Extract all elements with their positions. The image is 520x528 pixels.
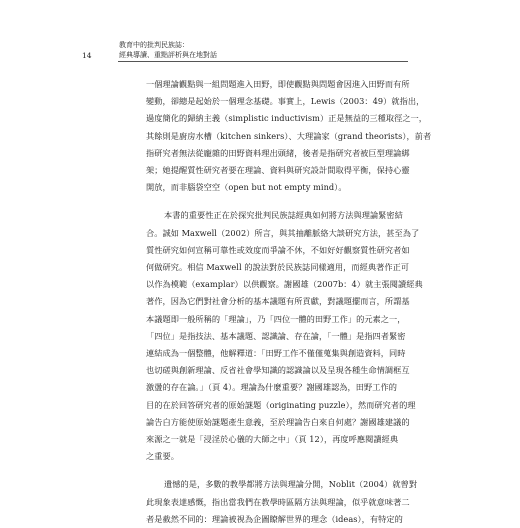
text-line: 開放，而非腦袋空空（open but not empty mind）。 — [146, 182, 347, 193]
text-line: 也切磋與創新理論、反省社會學知識的認識論以及呈現各種生命情調框互 — [146, 365, 410, 376]
text-line: 遺憾的是，多數的教學都將方法與理論分開，Noblit（2004）就曾對 — [164, 479, 418, 490]
text-line: 此現象表達感慨，指出當我們在教學時區隔方法與理論，似乎就意味著二 — [146, 496, 410, 507]
paragraph-1 — [146, 76, 442, 196]
text-line: 指研究者無法從龐雜的田野資料理出頭緒，後者是指研究者被巨型理論綁 — [146, 147, 410, 158]
text-line: 以作為模範（examplar）以供觀察。謝國雄（2007b：4）就主張閱讀經典 — [146, 279, 423, 290]
text-line: 目的在於回答研究者的原始謎題（originating puzzle），然而研究者的理 — [146, 399, 416, 410]
text-line: 論告白方能使原始謎題產生意義，至於理論告白來自何處？謝國雄建議的 — [146, 416, 410, 427]
text-line: 本書的重要性正在於探究批判民族誌經典如何將方法與理論緊密結 — [164, 210, 403, 221]
text-line: 其餘則是廚房水槽（kitchen sinkers）、大理論家（grand theorists），前者 — [146, 130, 432, 141]
text-line: 連結成為一個整體，他解釋道：「田野工作不僅僅蒐集與創造資料，同時 — [146, 348, 406, 359]
header-rule — [118, 61, 408, 62]
text-line: 過度簡化的歸納主義（simplistic inductivism）正是無益的三種取徑之一， — [146, 113, 428, 124]
body-text — [146, 76, 442, 528]
text-line: 本議題即一般所稱的「理論」，乃「四位一體的田野工作」的元素之一， — [146, 313, 406, 324]
text-line: 何做研究。相信 Maxwell 的說法對於民族誌同樣適用，而經典著作正可 — [146, 262, 410, 273]
running-head — [119, 41, 217, 60]
paragraph-3 — [146, 476, 442, 528]
text-line: 一個理論觀點與一組問題進入田野，即使觀點與問題會因進入田野而有所 — [146, 79, 410, 89]
text-line: 質性研究如何宣稱可靠性或效度而爭論不休，不如好好觀察質性研究者如 — [146, 244, 410, 255]
text-line: 之重要。 — [146, 451, 179, 462]
text-line: 來源之一就是「浸淫於心儀的大師之中」（頁 12），再度呼應閱讀經典 — [146, 434, 399, 445]
running-head-book-title: 教育中的批判民族誌： — [119, 41, 189, 49]
text-line: 合。誠如 Maxwell（2002）所言，與其抽離脈絡大談研究方法，甚至為了 — [146, 227, 420, 238]
running-head-subtitle: 經典導讀、重點評析與在地對話 — [119, 50, 217, 59]
page-number: 14 — [82, 51, 92, 60]
text-line: 激盪的存在論。」（頁 4）。理論為什麼重要？謝國雄認為，田野工作的 — [146, 382, 397, 393]
paragraph-2 — [146, 207, 442, 465]
text-line: 著作，因為它們對社會分析的基本議題有所貢獻，對議題擺而言，所謂基 — [146, 296, 410, 307]
text-line: 者是截然不同的：理論被視為企圖瞭解世界的理念（ideas），有特定的 — [146, 513, 403, 524]
text-line: 架；她提醒質性研究者要在理論、資料與研究設計間取得平衡，保持心靈 — [146, 165, 410, 176]
text-line: 「四位」是指技法、基本議題、認識論、存在論，「一體」是指四者緊密 — [146, 330, 406, 341]
text-line: 變動，卻總是起始於一個理念基礎。事實上，Lewis（2003：49）就指出， — [146, 96, 425, 107]
